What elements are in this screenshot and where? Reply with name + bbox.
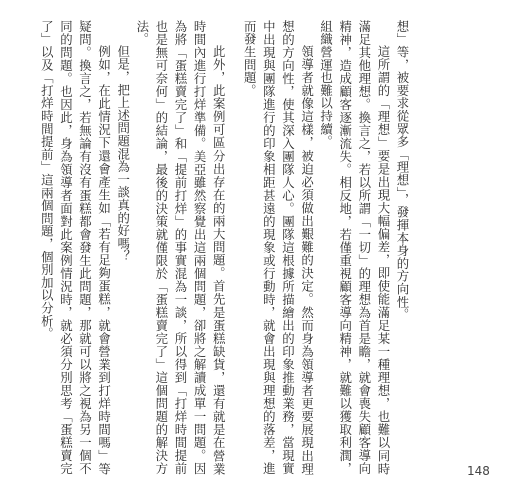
- body-text: [37, 20, 412, 475]
- paragraph-6: 例如，在此情況下還會產生如「若有足夠蛋糕，就會營業到打烊時間嗎」等疑問。換言之，若無論有沒有蛋糕都會發生此問題，那就可以將之視為另一個不同的問題。也因此，身為領導者面對此案例情況時，就必須分別思考「蛋糕賣完了」以及「打烊時間提前」這兩個問題，個別加以分析。: [39, 20, 112, 475]
- page-number: 148: [467, 464, 490, 478]
- paragraph-2: 這所謂的「理想」要是出現大幅偏差，即使能滿足某一種理想，也難以同時滿足其他理想。換言之，若以所謂「一切」的理想為首是瞻，就會喪失顧客導向精神，造成顧客逐漸流失。相反地，若僅重視顧客導向精神，就難以獲取利潤，組織營運也難以持續。: [318, 20, 391, 475]
- section-gap: [228, 20, 240, 475]
- paragraph-3: 領導者就像這樣，被迫必須做出艱難的決定。然而身為領導者更要展現出理想的方向性，使其深入團隊人心。團隊這根據所描繪出的印象推動業務，當現實中出現與團隊進行的印象相距甚遠的現象或行動時，就會出現與理想的落差，進而發生問題。: [242, 20, 315, 475]
- paragraph-1: 想」等，被要求從眾多「理想」，發揮本身的方向性。: [395, 20, 410, 321]
- paragraph-5: 但是，把上述問題混為一談真的好嗎？: [115, 44, 131, 263]
- paragraph-4: 此外，此案例可區分出存在的兩大問題。首先是蛋糕缺貨，還有就是在營業時間內進行打烊準備。美亞雖然察覺出這兩個問題，卻將之解讀成單一問題。因為將「蛋糕賣完了」和「提前打烊」的事實混為一談，所以得到「打烊時間提前也是無可奈何」的結論，最後的決策就僅限於「蛋糕賣完了」這個問題的解決方法。: [134, 20, 227, 475]
